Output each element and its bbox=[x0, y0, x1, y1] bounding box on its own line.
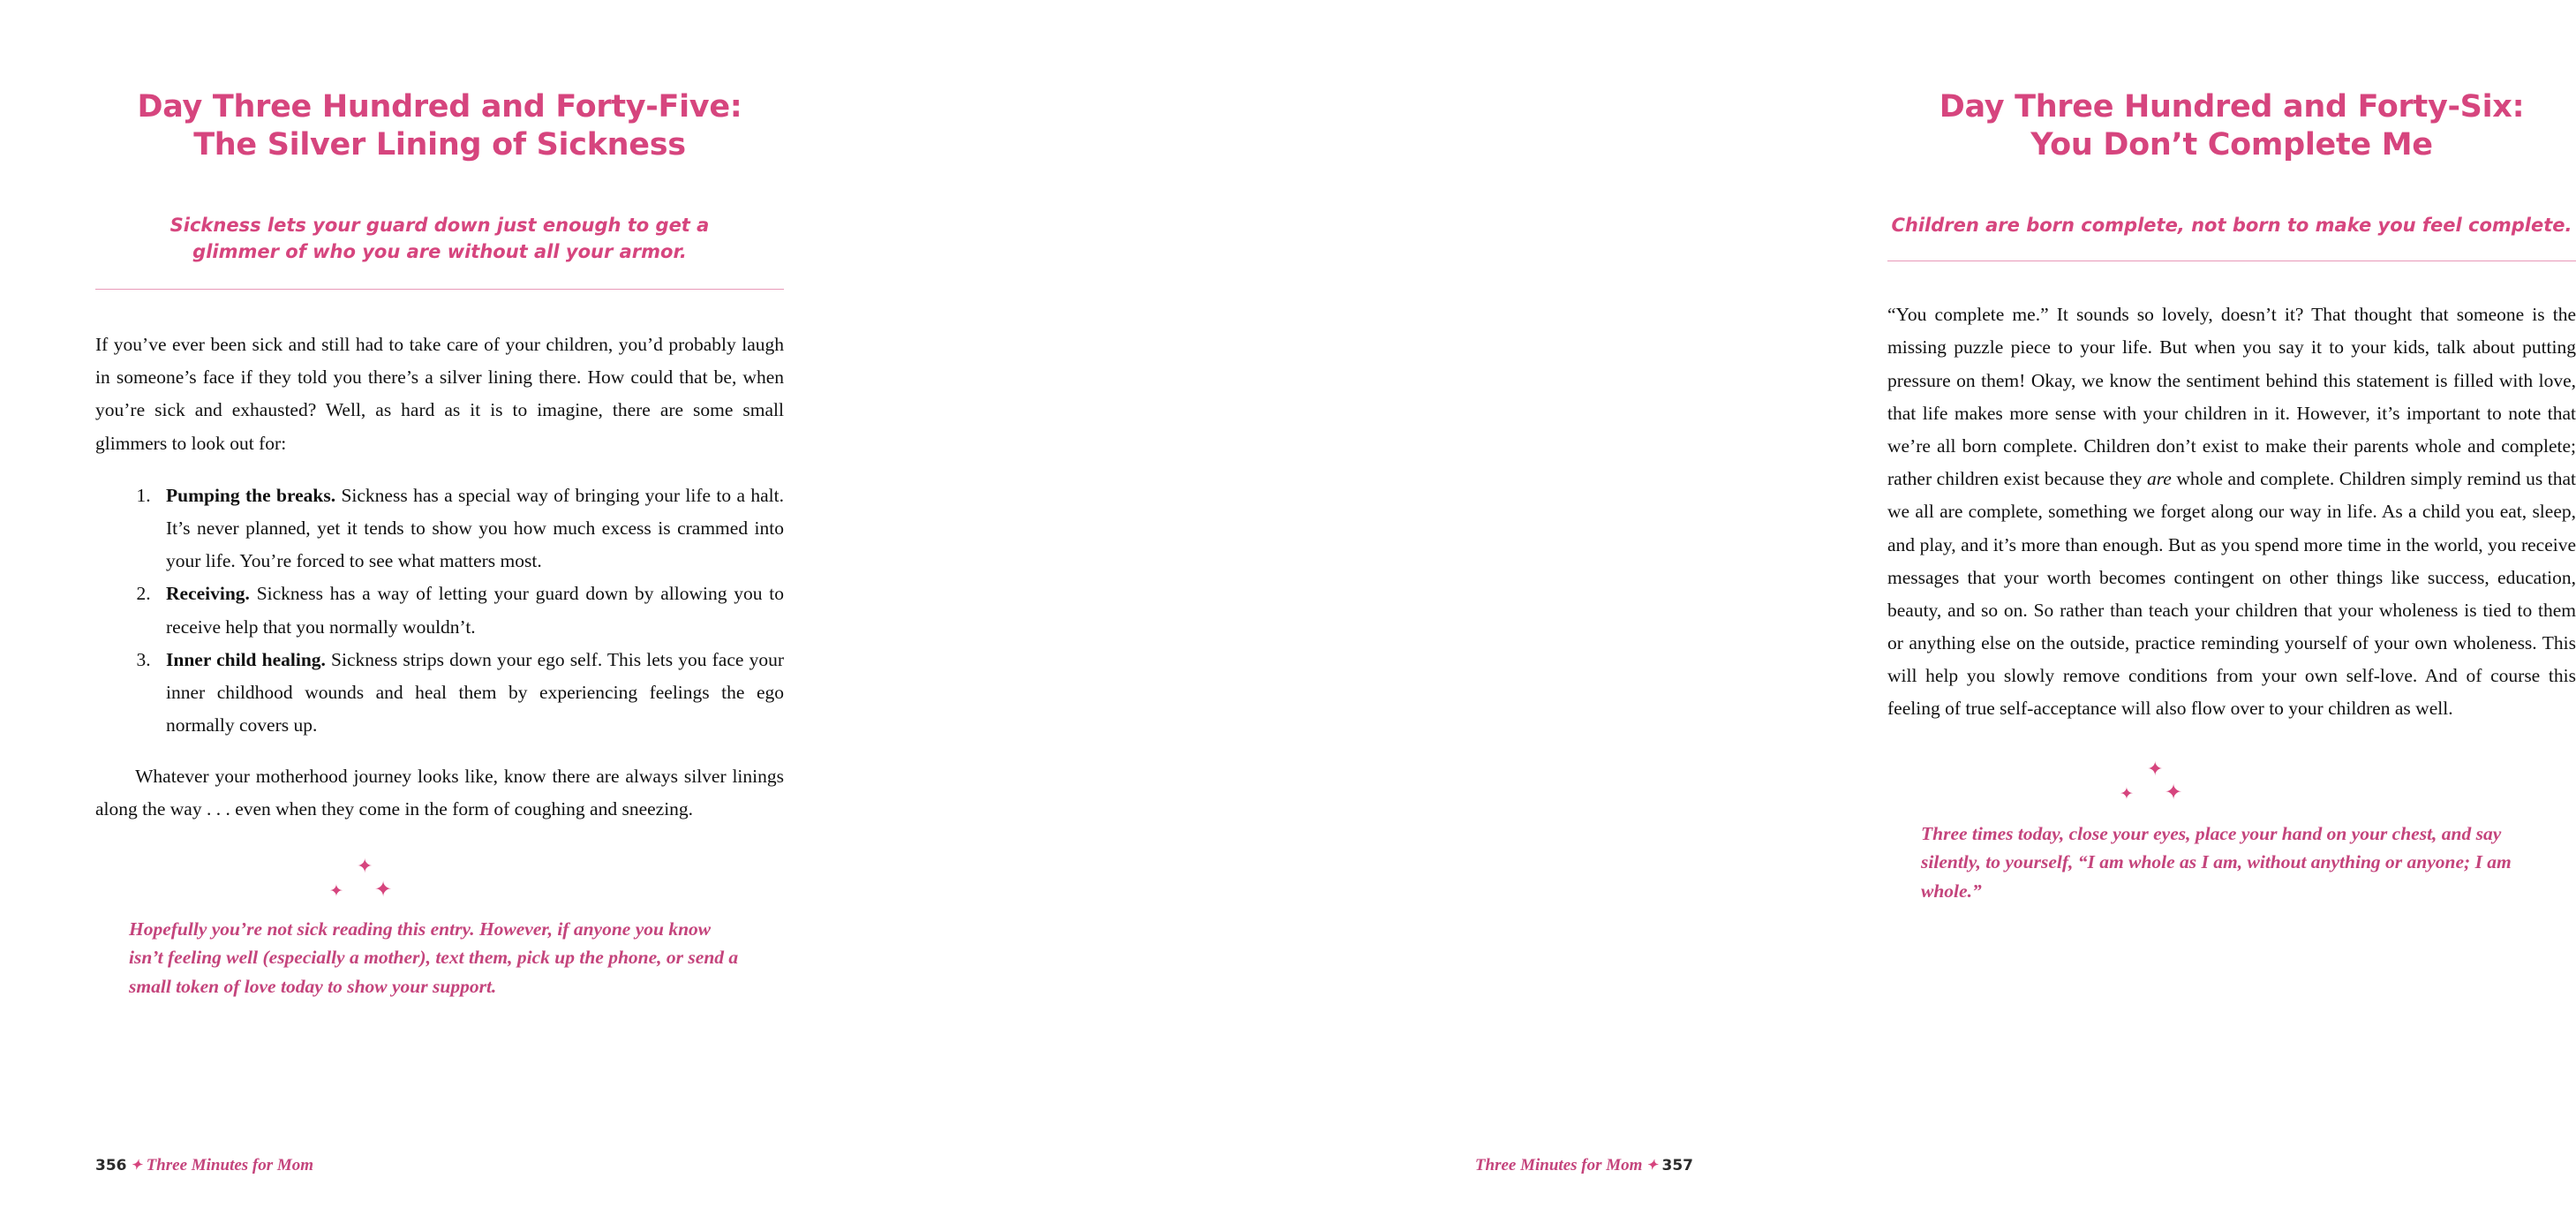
right-sparkle-divider bbox=[1887, 758, 2576, 819]
left-page-title bbox=[95, 0, 784, 163]
left-title-line-1: Day Three Hundred and Forty-Five: bbox=[137, 89, 742, 125]
right-title-line-1: Day Three Hundred and Forty-Six: bbox=[1939, 89, 2525, 125]
right-page bbox=[883, 0, 2576, 1216]
right-paragraph-1-part-a: “You complete me.” It sounds so lovely, doesn’t it? That thought that someone is the missing puzzle piece to your life. But when you say it to your kids, talk about putting pressure on them! Okay, we know the sentiment behind this statement is filled with love, that life makes more sense with your children in it. However, it’s important to note that we’re all born complete. Children don’t exist to make their parents whole and complete; rather children exist because they bbox=[1887, 304, 2576, 490]
left-epigraph bbox=[95, 163, 784, 266]
left-epigraph-line-2: glimmer of who you are without all your armor. bbox=[192, 241, 687, 263]
right-page-content bbox=[1887, 0, 2576, 906]
list-item-lead: Inner child healing. bbox=[166, 648, 326, 670]
left-prompt: Hopefully you’re not sick reading this entry. However, if anyone you know isn’t feeling well (especially a mother), text them, pick up the phone, or send a small token of love today to show your support. bbox=[129, 918, 739, 997]
list-item-lead: Receiving. bbox=[166, 583, 250, 605]
left-sparkle-divider bbox=[95, 853, 784, 915]
right-paragraph-1-emphasis: are bbox=[2146, 468, 2172, 490]
left-epigraph-line-1: Sickness lets your guard down just enough to get a bbox=[169, 215, 710, 237]
left-page bbox=[0, 0, 883, 1216]
sparkle-icon: ✦ bbox=[374, 878, 393, 902]
left-numbered-list bbox=[95, 480, 784, 743]
left-page-content bbox=[95, 0, 784, 1001]
right-footer-title: Three Minutes for Mom bbox=[1474, 1156, 1643, 1174]
list-item bbox=[155, 644, 784, 743]
right-page-number: 357 bbox=[1661, 1157, 1693, 1174]
right-epigraph bbox=[1887, 163, 2576, 239]
list-item-lead: Pumping the breaks. bbox=[166, 484, 336, 506]
list-item bbox=[155, 578, 784, 643]
list-item-text: Sickness has a special way of bringing your life to a halt. It’s never planned, yet it tends to show you how much excess is crammed into your life. You’re forced to see what matters most. bbox=[166, 484, 784, 572]
sparkle-icon: ✦ bbox=[2165, 781, 2183, 804]
sparkle-icon: ✦ bbox=[329, 881, 343, 901]
left-page-footer bbox=[95, 1156, 313, 1175]
left-paragraph-1: If you’ve ever been sick and still had to take care of your children, you’d probably laugh in someone’s face if they told you there’s a silver lining there. How could that be, when you’re sick and exhausted? Well, as hard as it is to imagine, there are some small glimmers to look out for: bbox=[95, 334, 784, 454]
right-epigraph-line-1: Children are born complete, not born to make you feel complete. bbox=[1891, 215, 2572, 237]
sparkle-icon: ✦ bbox=[2147, 757, 2164, 780]
left-title-line-2: The Silver Lining of Sickness bbox=[193, 126, 686, 162]
diamond-icon: ✦ bbox=[131, 1159, 142, 1173]
right-page-footer bbox=[1475, 1156, 1693, 1175]
left-footer-title: Three Minutes for Mom bbox=[146, 1156, 314, 1174]
right-paragraph-1-part-b: whole and complete. Children simply remind us that we all are complete, something we forget along our way in life. As a child you eat, sleep, and play, and it’s more than enough. But as you spend more time in the world, you receive messages that your worth becomes contingent on other things like success, education, beauty, and so on. So rather than teach your children that your wholeness is tied to them or anything else on the outside, practice reminding yourself of your own wholeness. This will help you slowly remove conditions from your own self-love. And of course this feeling of true self-acceptance will also flow over to your children as well. bbox=[1887, 468, 2576, 720]
right-title-line-2: You Don’t Complete Me bbox=[2030, 126, 2433, 162]
list-item bbox=[155, 480, 784, 578]
right-page-title bbox=[1887, 0, 2576, 163]
right-body bbox=[1887, 261, 2576, 725]
right-paragraph-1 bbox=[1887, 298, 2576, 725]
left-page-number: 356 bbox=[95, 1157, 127, 1174]
left-body bbox=[95, 290, 784, 827]
list-item-text: Sickness has a way of letting your guard down by allowing you to receive help that you normally wouldn’t. bbox=[166, 583, 784, 638]
diamond-icon: ✦ bbox=[1646, 1159, 1658, 1173]
sparkle-icon: ✦ bbox=[2120, 784, 2134, 804]
sparkle-icon: ✦ bbox=[357, 854, 373, 877]
left-divider-rule bbox=[95, 289, 784, 290]
left-paragraph-2: Whatever your motherhood journey looks like, know there are always silver linings along the way . . . even when they come in the form of coughing and sneezing. bbox=[95, 766, 784, 820]
right-prompt: Three times today, close your eyes, place your hand on your chest, and say silently, to yourself, “I am whole as I am, without anything or anyone; I am whole.” bbox=[1921, 822, 2512, 902]
list-item-text: Sickness strips down your ego self. This lets you face your inner childhood wounds and heal them by experiencing feelings the ego normally covers up. bbox=[166, 648, 784, 736]
